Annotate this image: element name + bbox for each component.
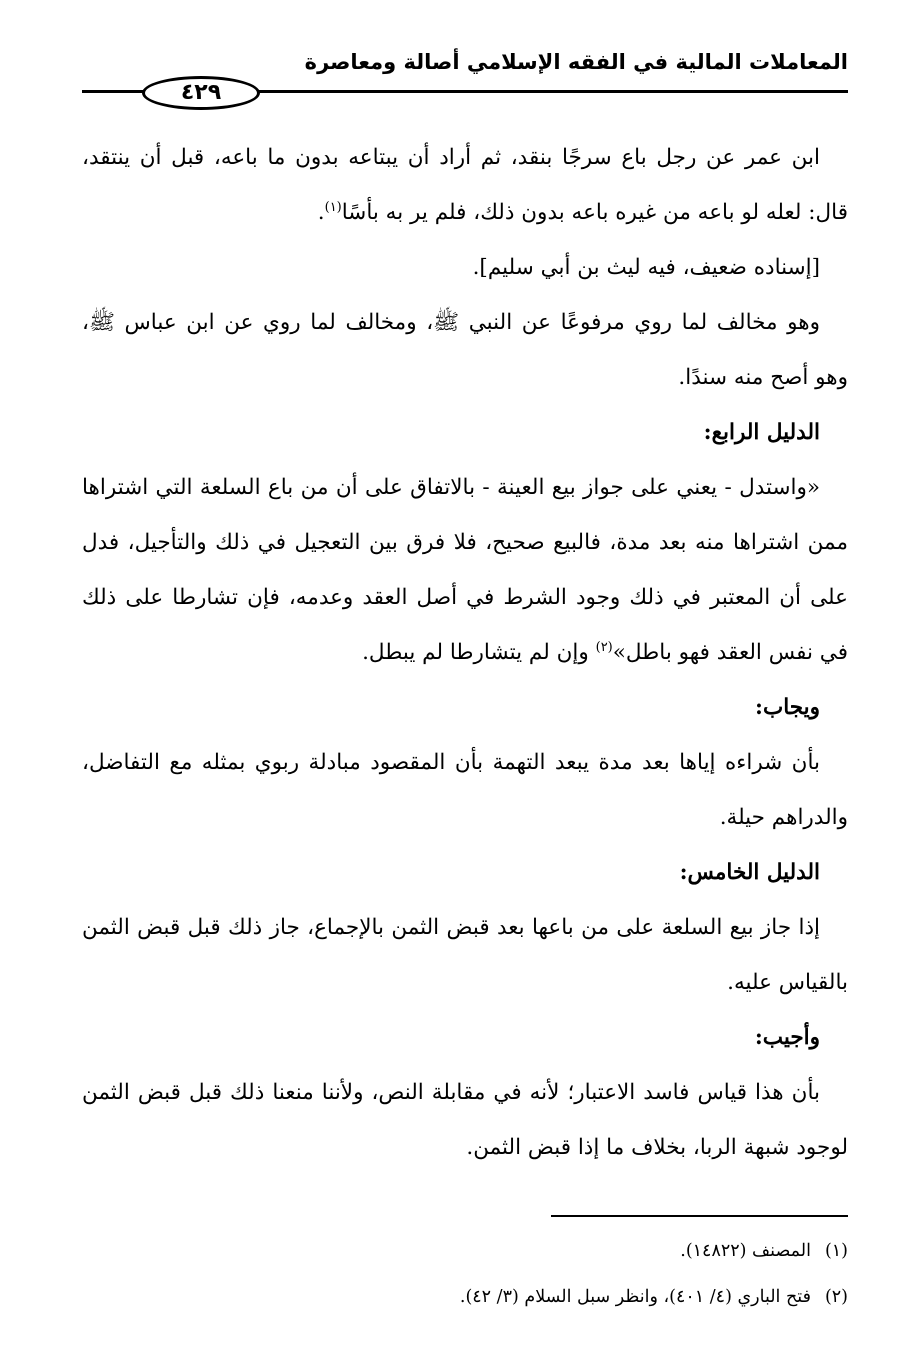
paragraph: بأن هذا قياس فاسد الاعتبار؛ لأنه في مقابلة النص، ولأننا منعنا ذلك قبل قبض الثمن لوجود شبهة الربا، بخلاف ما إذا قبض الثمن. [82, 1080, 848, 1160]
book-title: المعاملات المالية في الفقه الإسلامي أصالة ومعاصرة [304, 50, 848, 74]
section-heading: الدليل الخامس: [679, 860, 820, 885]
footnote-text: فتح الباري (٤/ ٤٠١)، وانظر سبل السلام (٣/ ٤٢). [459, 1287, 811, 1307]
section-heading: وأجيب: [754, 1025, 820, 1050]
paragraph-text: ابن عمر عن رجل باع سرجًا بنقد، ثم أراد أن يبتاعه بدون ما باعه، قبل أن ينتقد، قال: لعله لو باعه من غيره باعه بدون ذلك، فلم ير به بأسًا [82, 145, 848, 225]
section-heading: ويجاب: [755, 695, 820, 720]
paragraph [82, 130, 848, 240]
paragraph: وهو مخالف لما روي مرفوعًا عن النبي ﷺ، ومخالف لما روي عن ابن عباس ﷺ، وهو أصح منه سندًا. [82, 310, 848, 390]
page-body [82, 130, 848, 1175]
paragraph [82, 460, 848, 680]
footnote [82, 1228, 848, 1274]
footnote-number: (٢) [824, 1287, 848, 1307]
paragraph: إذا جاز بيع السلعة على من باعها بعد قبض الثمن بالإجماع، جاز ذلك قبل قبض الثمن بالقياس عليه. [82, 915, 848, 995]
paragraph-text: وإن لم يتشارطا لم يبطل. [362, 640, 596, 665]
paragraph: بأن شراءه إياها بعد مدة يبعد التهمة بأن المقصود مبادلة ربوي بمثله مع التفاضل، والدراهم حيلة. [82, 750, 848, 830]
paragraph-end: . [317, 200, 325, 225]
quote-text: «واستدل - يعني على جواز بيع العينة - بالاتفاق على أن من باع السلعة التي اشتراها ممن اشتراها منه بعد مدة، فالبيع صحيح، فلا فرق بين التعجيل في ذلك والتأجيل، فدل على أن المعتبر في ذلك وجود الشرط في أصل العقد وعدمه، فإن تشارطا على ذلك في نفس العقد فهو باطل» [82, 475, 848, 665]
footnote-rule [551, 1215, 848, 1217]
page-header [82, 42, 848, 105]
footnote-ref: (١) [324, 199, 342, 215]
section-heading: الدليل الرابع: [703, 420, 820, 445]
footnote-text: المصنف (١٤٨٢٢). [680, 1241, 811, 1261]
footnote [82, 1274, 848, 1320]
paragraph: [إسناده ضعيف، فيه ليث بن أبي سليم]. [472, 255, 820, 280]
footnotes [82, 1228, 848, 1320]
footnote-number: (١) [824, 1241, 848, 1261]
page-number: ٤٢٩ [142, 76, 260, 110]
footnote-ref: (٢) [595, 639, 613, 655]
